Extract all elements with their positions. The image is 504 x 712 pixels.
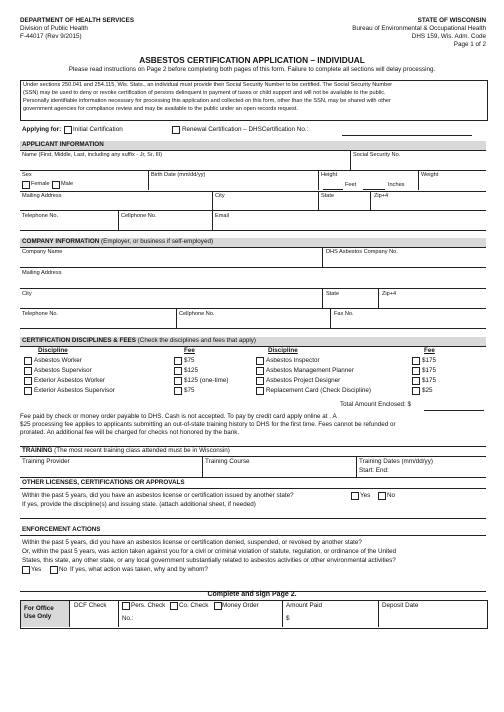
discipline-checkbox[interactable]	[256, 357, 264, 365]
fee-checkbox[interactable]	[412, 367, 420, 375]
fee-checkbox[interactable]	[174, 387, 182, 395]
fee-checkbox[interactable]	[174, 367, 182, 375]
other-licenses-instruction: If yes, provide the discipline(s) and issuing state. (attach additional sheet, if needed)	[22, 501, 256, 508]
discipline-checkbox[interactable]	[24, 377, 32, 385]
initial-cert-label: Initial Certification	[73, 126, 123, 133]
cert-heading: CERTIFICATION DISCIPLINES & FEES (Check the disciplines and fees that apply)	[22, 337, 256, 344]
enforcement-yes-checkbox[interactable]	[22, 566, 30, 574]
female-label: Female	[31, 181, 50, 187]
enforcement-question: Within the past 5 years, did you have an asbestos license or certification denied, suspended, or revoked by another state?	[22, 539, 362, 546]
fee-label: $125	[184, 367, 199, 374]
telephone-field[interactable]: Telephone No.	[22, 213, 59, 219]
enforcement-heading: ENFORCEMENT ACTIONS	[22, 526, 101, 533]
birth-date-field[interactable]: Birth Date (mm/dd/yy)	[151, 172, 206, 178]
enforcement-question: Or, within the past 5 years, was action taken against you for a civil or criminal violation of statute, regulation, or ordinance of the United	[22, 548, 397, 555]
ssn-field[interactable]: Social Security No.	[353, 152, 401, 158]
company-name-field[interactable]: Company Name	[22, 249, 63, 255]
money-order-label: Money Order	[222, 602, 259, 609]
pers-check-label: Pers. Check	[131, 602, 166, 609]
discipline-checkbox[interactable]	[256, 377, 264, 385]
company-cellphone-field[interactable]: Cellphone No.	[179, 311, 215, 317]
discipline-label: Asbestos Supervisor	[34, 367, 92, 374]
male-checkbox[interactable]	[52, 181, 60, 189]
zip-field[interactable]: Zip+4	[374, 193, 389, 199]
company-telephone-field[interactable]: Telephone No.	[22, 311, 59, 317]
fee-label: $175	[422, 377, 437, 384]
state-field[interactable]: State	[321, 193, 335, 199]
page-number: Page 1 of 2	[453, 41, 486, 48]
fee-label: $75	[184, 357, 195, 364]
company-zip-field[interactable]: Zip+4	[382, 291, 397, 297]
discipline-checkbox[interactable]	[24, 367, 32, 375]
sign-instruction: Complete and sign Page 2.	[207, 591, 297, 598]
applicant-name-field[interactable]: Name (First, Middle, Last, including any suffix - Jr, Sr, III)	[22, 152, 163, 158]
page-subtitle: Please read instructions on Page 2 before completing both pages of this form. Failure to complete all sections will delay processing.	[68, 66, 436, 73]
applying-label: Applying for:	[22, 126, 62, 133]
fee-checkbox[interactable]	[174, 357, 182, 365]
discipline-label: Exterior Asbestos Supervisor	[34, 387, 115, 394]
other-no-checkbox[interactable]	[378, 492, 386, 500]
fee-payment-note: Fee paid by check or money order payable to DHS. Cash is not accepted. To pay by credit card apply online at . A	[20, 413, 337, 420]
other-licenses-question: Within the past 5 years, did you have an asbestos license or certification issued by another state?	[22, 492, 294, 499]
fee-payment-note: $25 processing fee applies to applicants submitting an out-of-state training history to DHS for the first time. Fees cannot be refunded or	[20, 421, 396, 428]
city-field[interactable]: City	[215, 193, 225, 199]
fee-label: $175	[422, 357, 437, 364]
sex-label: Sex	[22, 172, 32, 178]
discipline-label: Exterior Asbestos Worker	[34, 377, 105, 384]
training-course-field[interactable]: Training Course	[205, 458, 250, 465]
pers-check-checkbox[interactable]	[122, 602, 130, 610]
other-yes-checkbox[interactable]	[351, 492, 359, 500]
enforcement-no-checkbox[interactable]	[50, 566, 58, 574]
training-heading: TRAINING (The most recent training class attended must be in Wisconsin)	[22, 447, 230, 454]
training-start-end-field[interactable]: Start: End:	[359, 467, 389, 474]
bureau-name: Bureau of Environmental & Occupational Health	[352, 25, 486, 32]
inches-label: Inches	[388, 182, 405, 188]
height-inches-field[interactable]	[363, 189, 385, 190]
other-yes-label: Yes	[360, 492, 371, 499]
company-mailing-field[interactable]: Mailing Address	[22, 270, 62, 276]
enforcement-yes-label: Yes	[31, 566, 42, 573]
notice-line: government agencies for compliance review and may be available to the public under an open records request.	[23, 106, 298, 112]
fee-label: $75	[184, 387, 195, 394]
renewal-cert-label: Renewal Certification – DHSCertification No.:	[182, 126, 309, 133]
enforcement-no-label: No	[59, 566, 68, 573]
company-city-field[interactable]: City	[22, 291, 32, 297]
dhs-company-number-field[interactable]: DHS Asbestos Company No.	[326, 249, 398, 255]
discipline-heading-left: Discipline	[38, 347, 68, 354]
email-field[interactable]: Email	[215, 213, 229, 219]
check-number-field[interactable]: No.:	[122, 615, 134, 622]
discipline-heading-right: Discipline	[268, 347, 298, 354]
female-checkbox[interactable]	[22, 181, 30, 189]
renewal-cert-checkbox[interactable]	[172, 126, 180, 134]
discipline-checkbox[interactable]	[24, 387, 32, 395]
money-order-checkbox[interactable]	[214, 602, 222, 610]
notice-line: (SSN) may be used to deny or revoke certification of persons delinquent in payment of taxes or child support and will not be available to the public.	[23, 90, 386, 96]
height-label: Height	[321, 172, 338, 178]
fee-checkbox[interactable]	[412, 377, 420, 385]
office-use-label: For Office	[24, 605, 54, 612]
training-dates-label: Training Dates (mm/dd/yy)	[359, 458, 433, 465]
admin-code: DHS 159, Wis. Adm. Code	[411, 33, 486, 40]
discipline-label: Replacement Card (Check Discipline)	[266, 387, 371, 394]
mailing-address-field[interactable]: Mailing Address	[22, 193, 62, 199]
renewal-number-field[interactable]	[342, 135, 472, 136]
dcf-check-field[interactable]: DCF Check	[74, 602, 107, 609]
division-name: Division of Public Health	[20, 25, 88, 32]
enforcement-question: States, this state, any other state, or any local government substantially related to asbestos activities or other environmental activities?	[22, 557, 396, 564]
notice-line: Personally identifiable information necessary for processing this application and collected on this form, other than the SSN, may be shared with other	[23, 98, 391, 104]
feet-label: Feet	[345, 182, 357, 188]
height-feet-field[interactable]	[323, 189, 343, 190]
other-no-label: No	[387, 492, 396, 499]
fee-payment-note: prorated. An additional fee will be charged for checks not honored by the bank.	[20, 429, 240, 436]
amount-paid-field[interactable]: $	[286, 615, 290, 622]
fee-checkbox[interactable]	[174, 377, 182, 385]
company-state-field[interactable]: State	[326, 291, 340, 297]
cellphone-field[interactable]: Cellphone No.	[121, 213, 157, 219]
state-name: STATE OF WISCONSIN	[417, 17, 486, 24]
fee-checkbox[interactable]	[412, 357, 420, 365]
other-licenses-heading: OTHER LICENSES, CERTIFICATIONS OR APPROVALS	[22, 479, 185, 486]
fee-label: $125 (one-time)	[184, 377, 229, 384]
page-title: ASBESTOS CERTIFICATION APPLICATION – INDIVIDUAL	[139, 55, 365, 65]
discipline-checkbox[interactable]	[256, 367, 264, 375]
dept-name: DEPARTMENT OF HEALTH SERVICES	[20, 17, 135, 24]
notice-line: Under sections 250.041 and 254.115, Wis. Stats., an individual must provide their Social Security Number to be certified. The Social Security Number	[23, 82, 393, 88]
co-check-label: Co. Check	[179, 602, 209, 609]
training-provider-field[interactable]: Training Provider	[22, 458, 70, 465]
fee-heading-right: Fee	[424, 347, 435, 354]
fee-heading-left: Fee	[184, 347, 195, 354]
fee-label: $175	[422, 367, 437, 374]
company-fax-field[interactable]: Fax No.	[334, 311, 354, 317]
discipline-checkbox[interactable]	[24, 357, 32, 365]
form-number: F-44017 (Rev 9/2015)	[20, 33, 82, 40]
discipline-label: Asbestos Project Designer	[266, 377, 341, 384]
fee-label: $25	[422, 387, 433, 394]
applicant-heading: APPLICANT INFORMATION	[22, 141, 104, 148]
initial-cert-checkbox[interactable]	[64, 126, 72, 134]
co-check-checkbox[interactable]	[170, 602, 178, 610]
deposit-date-field[interactable]: Deposit Date	[382, 602, 419, 609]
discipline-checkbox[interactable]	[256, 387, 264, 395]
fee-checkbox[interactable]	[412, 387, 420, 395]
total-amount-field[interactable]	[424, 410, 484, 411]
discipline-label: Asbestos Worker	[34, 357, 82, 364]
enforcement-followup: If yes, what action was taken, why and by whom?	[70, 566, 208, 573]
office-use-label: Use Only	[24, 613, 52, 620]
discipline-label: Asbestos Inspector	[266, 357, 320, 364]
male-label: Male	[61, 181, 74, 187]
discipline-label: Asbestos Management Planner	[266, 367, 354, 374]
total-amount-label: Total Amount Enclosed: $	[340, 401, 412, 408]
amount-paid-label: Amount Paid	[286, 602, 323, 609]
weight-field[interactable]: Weight	[421, 172, 439, 178]
company-heading: COMPANY INFORMATION (Employer, or business if self-employed)	[22, 238, 214, 245]
